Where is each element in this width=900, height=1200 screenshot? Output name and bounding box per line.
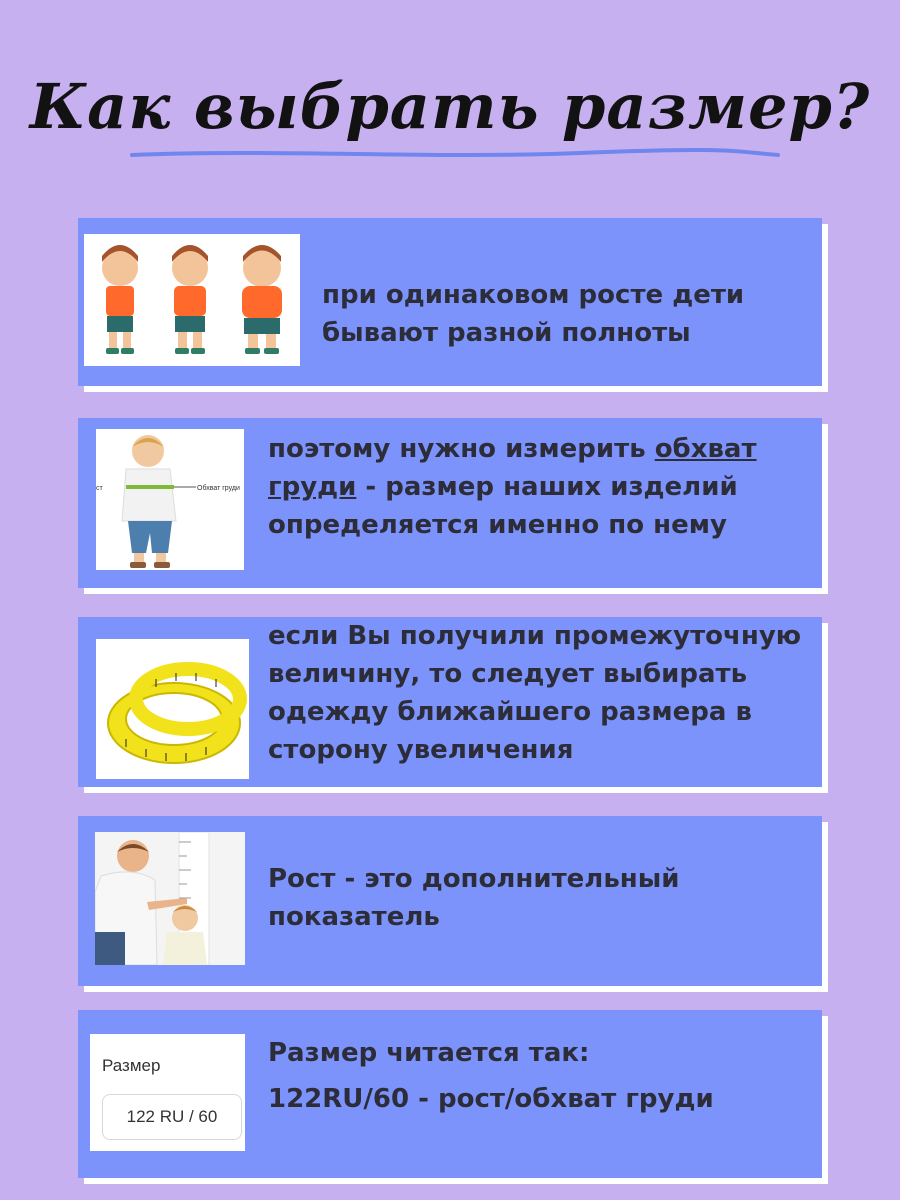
card-fullness [78,218,822,386]
size-example-label: Размер [102,1056,161,1075]
card-chest-measure-text: поэтому нужно измерить обхват груди - размер наших изделий определяется именно по нему [268,434,757,540]
three-boys-image [84,234,300,366]
measuring-tape-image [96,639,249,779]
card-fullness-text: при одинаковом росте дети бывают разной полноты [322,280,745,348]
chest-caption: Обхват груди [197,485,240,492]
chest-caption-left: ст [96,485,103,492]
card-size-format [78,1010,822,1178]
page-title: Как выбрать размер? [29,70,871,143]
boy-figure-3 [242,245,282,354]
chest-term: обхват груди [268,434,757,502]
title-underline [130,145,780,163]
card-height [78,816,822,986]
boy-figure-2 [172,245,208,354]
increase-term: увеличения [396,735,574,765]
boy-figure-1 [102,245,138,354]
size-format-heading: Размер читается так: [268,1038,590,1068]
size-format-text: 122RU/60 - рост/обхват груди [268,1084,714,1114]
card-intermediate-size-text: если Вы получили промежуточную величину, то следует выбирать одежду ближайшего размера в сторону увеличения [268,621,802,765]
card-intermediate-size [78,617,822,787]
card-chest-measure [78,418,822,588]
size-example-image [90,1034,245,1151]
height-measure-image [95,832,245,965]
size-example-value: 122 RU / 60 [102,1094,242,1140]
boy-chest-measure-image [96,429,244,570]
card-height-text: Рост - это дополнительный показатель [268,864,680,932]
